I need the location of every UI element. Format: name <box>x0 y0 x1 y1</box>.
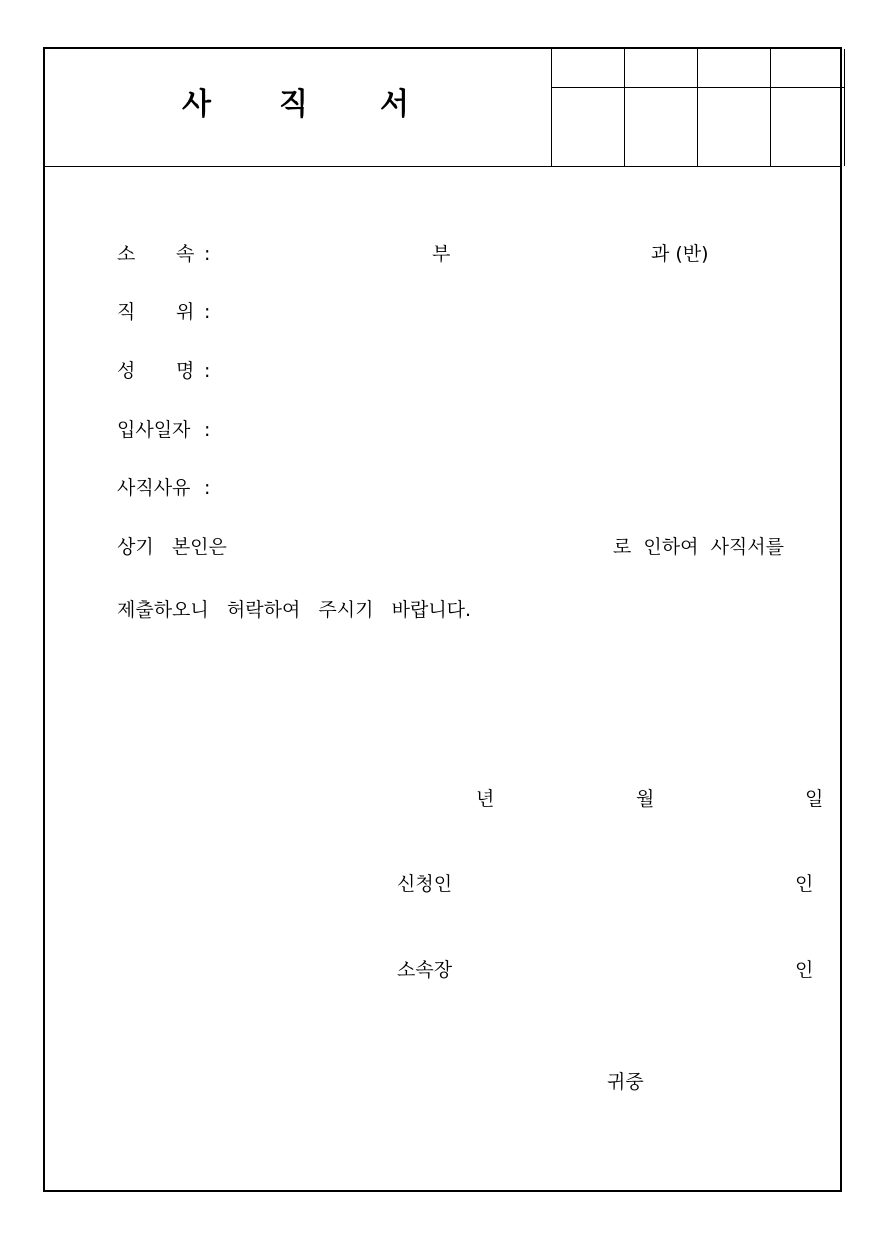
affiliation-label-2: 속 <box>176 243 195 265</box>
name-label-2: 명 <box>176 360 195 382</box>
position-label-1: 직 <box>117 301 136 323</box>
affiliation-label-1: 소 <box>117 243 136 265</box>
name-label-1: 성 <box>117 360 136 382</box>
recipient: 귀중 <box>607 1071 644 1093</box>
applicant-seal: 인 <box>795 873 814 895</box>
approval-cell-1[interactable] <box>552 49 625 166</box>
applicant-label: 신청인 <box>397 873 453 895</box>
reason-label: 사직사유 <box>117 477 191 499</box>
join-date-colon: : <box>204 419 211 441</box>
reason-colon: : <box>204 477 211 499</box>
department-suffix: 부 <box>432 243 451 265</box>
title-char-1: 사 <box>182 87 211 122</box>
form-title <box>45 49 551 166</box>
title-char-3: 서 <box>380 87 409 122</box>
section-suffix: 과 (반) <box>651 243 709 265</box>
statement-line2: 제출하오니 허락하여 주시기 바랍니다. <box>117 599 472 621</box>
approval-cell-3[interactable] <box>698 49 771 166</box>
approval-cell-2[interactable] <box>625 49 698 166</box>
date-day: 일 <box>805 788 824 810</box>
form-header <box>45 49 840 167</box>
statement-line1-start: 상기 본인은 <box>117 536 227 558</box>
title-char-2: 직 <box>279 87 308 122</box>
head-seal: 인 <box>795 959 814 981</box>
resignation-form <box>43 47 842 1192</box>
name-colon: : <box>204 360 211 382</box>
statement-line1-end: 로 인하여 사직서를 <box>613 536 784 558</box>
date-year: 년 <box>476 788 495 810</box>
date-month: 월 <box>636 788 655 810</box>
position-colon: : <box>204 301 211 323</box>
join-date-label: 입사일자 <box>117 419 191 441</box>
head-label: 소속장 <box>397 959 453 981</box>
affiliation-colon: : <box>204 243 211 265</box>
approval-row-divider <box>552 87 844 88</box>
position-label-2: 위 <box>176 301 195 323</box>
approval-cell-4[interactable] <box>771 49 845 166</box>
approval-box <box>551 49 844 166</box>
